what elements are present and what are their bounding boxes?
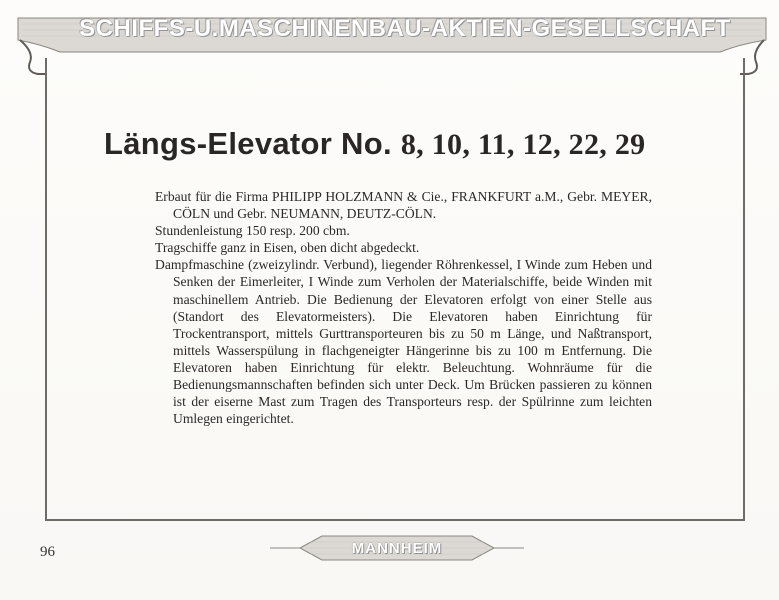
page-number: 96 bbox=[40, 544, 55, 560]
company-banner-text: SCHIFFS-U.MASCHINENBAU-AKTIEN-GESELLSCHAFT bbox=[79, 15, 731, 42]
paragraph-hull: Tragschiffe ganz in Eisen, oben dicht abgedeckt. bbox=[155, 240, 420, 256]
paragraph-capacity: Stundenleistung 150 resp. 200 cbm. bbox=[155, 223, 350, 239]
paragraph-client: Erbaut für die Firma PHILIPP HOLZMANN & Cie., FRANKFURT a.M., Gebr. MEYER, CÖLN und Gebr. NEUMANN, DEUTZ-CÖLN. bbox=[155, 189, 652, 222]
body-text bbox=[155, 188, 652, 427]
page-title bbox=[104, 126, 645, 162]
footer-city-text: MANNHEIM bbox=[351, 540, 443, 557]
title-numbers: 8, 10, 11, 12, 22, 29 bbox=[400, 128, 646, 161]
title-prefix: Längs-Elevator No. bbox=[104, 126, 392, 161]
paragraph-machinery: Dampfmaschine (zweizylindr. Verbund), liegender Röhrenkessel, I Winde zum Heben und Senken der Eimerleiter, I Winde zum Verholen der Materialschiffe, beide Winden mit maschinellem Antrieb. Die Bedienung der Elevatoren erfolgt von einer Stelle aus (Standort des Elevatormeisters). Die Elevatoren haben Einrichtung für Trockentransport, mittels Gurttransporteuren bis zu 50 m Länge, und Naßtransport, mittels Wasserspülung in flachgeneigter Hängerinne bis zu 100 m Entfernung. Die Elevatoren haben Einrichtung für elektr. Beleuchtung. Wohnräume für die Bedienungsmannschaften befinden sich unter Deck. Um Brücken passieren zu können ist der eiserne Mast zum Tragen des Transporteurs resp. der Spülrinne zum leichten Umlegen eingerichtet. bbox=[155, 257, 652, 427]
